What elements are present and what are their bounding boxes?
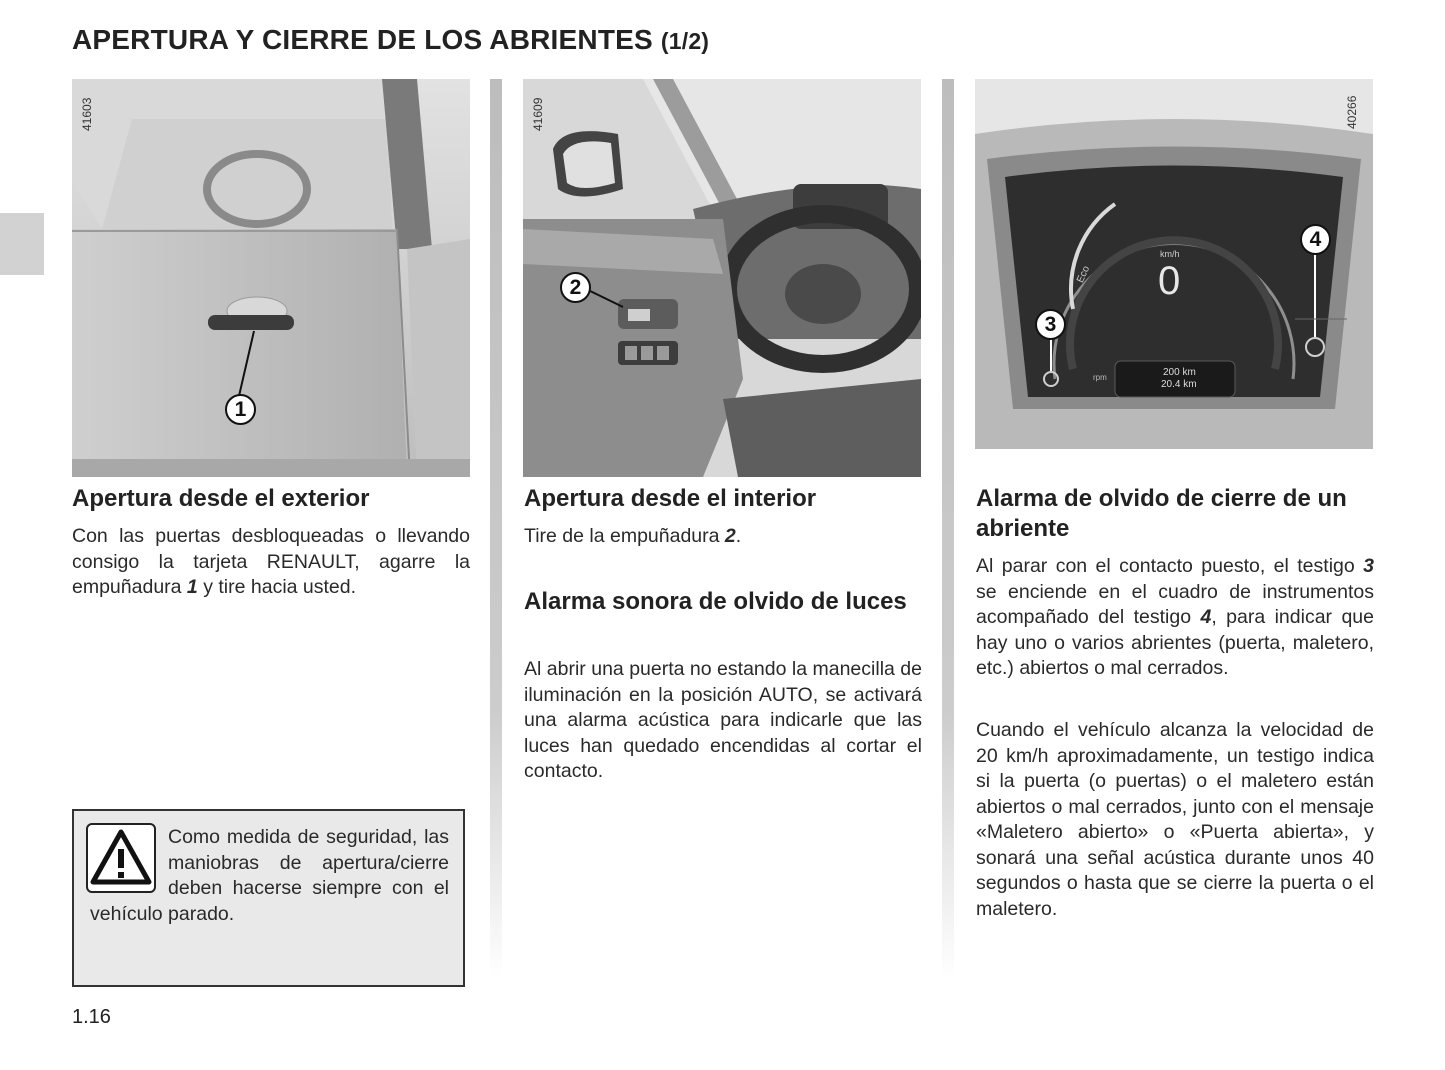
page-title-text: APERTURA Y CIERRE DE LOS ABRIENTES <box>72 24 653 55</box>
column-divider <box>490 79 502 979</box>
reference-number: 3 <box>1363 555 1374 577</box>
paragraph-door-open-alarm-1 <box>976 554 1374 682</box>
figure-instrument-cluster <box>975 79 1373 449</box>
heading-interior-opening: Apertura desde el interior <box>524 485 817 512</box>
heading-door-open-alarm: Alarma de olvido de cierre de un abriente <box>976 485 1347 542</box>
rpm-label: rpm <box>1093 373 1107 382</box>
eco-label: Eco <box>1074 264 1093 285</box>
figure-interior-door <box>523 79 921 477</box>
callout-2: 2 <box>560 272 591 303</box>
warning-triangle-icon <box>86 823 156 893</box>
trip-total: 200 km <box>1163 367 1196 378</box>
reference-number: 4 <box>1200 606 1212 628</box>
page-title <box>72 24 709 56</box>
speed-value: 0 <box>1158 259 1181 303</box>
text-segment: Al parar con el contacto puesto, el testigo <box>976 555 1364 577</box>
figure-code: 41603 <box>80 97 94 131</box>
figure-code: 41609 <box>531 97 545 131</box>
figure-code: 40266 <box>1345 95 1359 129</box>
reference-number: 2 <box>724 525 736 547</box>
paragraph-door-open-alarm-2: Cuando el vehículo alcanza la velocidad de 20 km/h aproximadamente, un testigo indica si la puerta (o puertas) o el maletero están abiertos o mal cerrados, junto con el mensaje «Maletero abierto» o «Puerta abierta», y sonará una señal acústica durante unos 40 segundos o hasta que se cierre la puerta o el maletero. <box>976 719 1374 920</box>
text-segment: , para indicar que hay uno o varios abrientes (puerta, maletero, etc.) abiertos o mal cerrados. <box>976 606 1374 679</box>
figure-exterior-door <box>72 79 470 477</box>
trip-partial: 20.4 km <box>1161 379 1197 390</box>
warning-text: Como medida de seguridad, las maniobras de apertura/cierre deben hacerse siempre con el vehículo parado. <box>90 826 449 925</box>
safety-warning-box <box>72 809 465 987</box>
paragraph-interior-opening <box>524 524 922 550</box>
callout-4: 4 <box>1300 224 1331 255</box>
column-divider <box>942 79 954 979</box>
reference-number: 1 <box>186 576 198 598</box>
heading-lights-alarm: Alarma sonora de olvido de luces <box>524 588 907 615</box>
callout-1: 1 <box>225 394 256 425</box>
text-segment: Tire de la empuñadura <box>524 525 725 547</box>
heading-exterior-opening: Apertura desde el exterior <box>72 485 370 512</box>
paragraph-lights-alarm: Al abrir una puerta no estando la manecilla de iluminación en la posición AUTO, se activará una alarma acústica para indicarle que las luces han quedado encendidas al cortar el contacto. <box>524 658 922 782</box>
text-segment: se enciende en el cuadro de instrumentos acompañado del testigo <box>976 580 1374 628</box>
door-exterior-illustration <box>72 79 470 477</box>
speed-unit: km/h <box>1160 249 1180 259</box>
callout-3: 3 <box>1035 309 1066 340</box>
text-segment: Con las puertas desbloqueadas o llevando consigo la tarjeta RENAULT, agarre la empuñadura <box>72 525 470 598</box>
page-title-part: (1/2) <box>660 28 710 54</box>
paragraph-exterior-opening <box>72 524 470 601</box>
section-tab <box>0 213 44 275</box>
text-segment: y tire hacia usted. <box>197 576 357 598</box>
page-number: 1.16 <box>72 1006 111 1028</box>
text-segment: . <box>735 525 742 547</box>
